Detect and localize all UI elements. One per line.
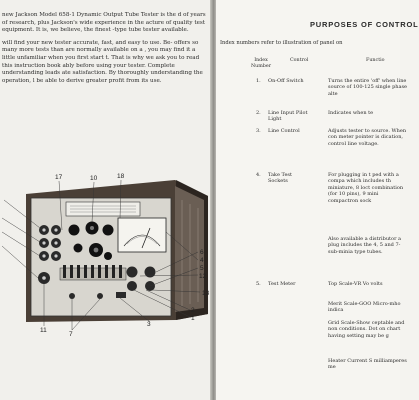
index-note: Index numbers refer to illustration of panel on <box>220 40 343 46</box>
callout-5: 5 <box>200 265 204 272</box>
right-page <box>216 0 419 400</box>
row-number: 4. <box>256 172 261 178</box>
row-function: Top Scale-VR Vo volts <box>328 281 383 287</box>
callout-18: 18 <box>117 173 125 180</box>
tester-case <box>26 180 208 322</box>
row-control: Line Input Pilot Light <box>268 110 308 123</box>
callout-12: 12 <box>199 273 207 280</box>
callout-11: 11 <box>40 327 47 334</box>
row-function: Adjusts tester to source. When con meter pointer is dication, control line voltage. <box>328 128 407 147</box>
sockets-continuation: Also available a distributor a plug includes the 4, 5 and 7-sub-minia type tubes. <box>328 236 402 255</box>
callout-10: 10 <box>90 175 98 182</box>
intro-text <box>2 12 210 90</box>
row-number: 5. <box>256 281 261 287</box>
row-control: Take Test Sockets <box>268 172 292 185</box>
intro-paragraph-2: will find your new tester accurate, fast, and easy to use. Be- offers so many more tests than are normally available on a , you may find it a little unfamiliar when you first start t. That is why we ask you to read this instruction book ably before using your tester. Complete understanding leads ate satisfaction. By thoroughly understanding the operation, l be able to derive greater profit from its use. <box>2 39 203 84</box>
grid-scale-text: Grid Scale-Show ceptable and non conditions. Dot on chart having setting may be g <box>328 320 405 339</box>
row-number: 1. <box>256 78 261 84</box>
row-function: Indicates when te <box>328 110 374 116</box>
heater-current-text: Heater Current S milliamperes me <box>328 358 407 371</box>
header-control: Control <box>290 58 309 63</box>
callout-1: 1 <box>191 315 195 322</box>
callout-17: 17 <box>55 174 63 181</box>
callout-7: 7 <box>69 331 73 338</box>
test-meter <box>118 218 166 252</box>
header-index-number: Index Number <box>250 58 272 69</box>
row-function: Turns the entire 'off' when line source of 100-125 single phase alte <box>328 78 408 97</box>
row-control: Line Control <box>268 128 300 134</box>
row-number: 3. <box>256 128 261 134</box>
tube-tester-illustration <box>0 172 212 344</box>
merit-scale-text: Merit Scale-GOO Micro-mho indica <box>328 301 401 314</box>
callout-3: 3 <box>147 321 151 328</box>
callout-4: 4 <box>200 257 204 264</box>
row-control: On-Off Switch <box>268 78 304 84</box>
callout-6: 6 <box>200 249 204 256</box>
callout-2: 2 <box>191 307 195 314</box>
intro-paragraph-1: new Jackson Model 658-1 Dynamic Output Tube Tester is the d of years of research, plus Jackson's wide experience in the acture of quality test equipment. It is, we believe, the finest -type tube tester available. <box>2 12 206 34</box>
tube-chart-roll <box>66 202 140 216</box>
section-title: PURPOSES OF CONTROL <box>310 20 419 29</box>
row-number: 2. <box>256 110 261 116</box>
row-control: Test Meter <box>268 281 296 287</box>
row-function: For plugging in t ped with a compa which includes th miniature, 8 loct combination (for 10 pins), 9 mini compactron sock <box>328 172 404 204</box>
header-function: Functio <box>366 58 385 63</box>
callout-13: 13 <box>202 290 210 297</box>
